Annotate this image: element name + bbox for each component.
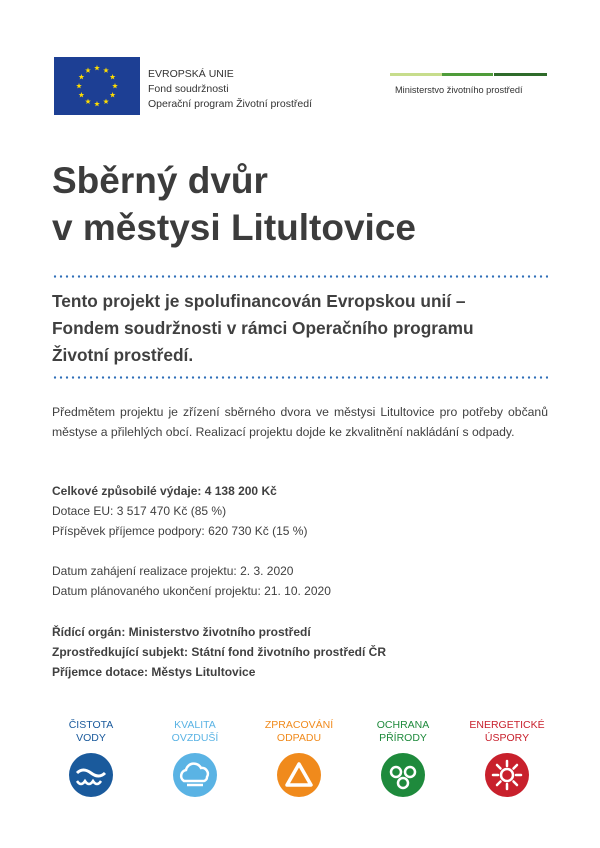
recipient-contribution: Příspěvek příjemce podpory: 620 730 Kč (15 %) <box>52 524 308 538</box>
finance-block <box>52 481 307 541</box>
ministry-bar-light <box>390 73 442 76</box>
eu-line-3: Operační program Životní prostředí <box>148 98 312 110</box>
ministry-logo-bars <box>390 73 547 76</box>
eu-star <box>94 101 100 106</box>
eu-grant: Dotace EU: 3 517 470 Kč (85 %) <box>52 504 227 518</box>
title-line-1: Sběrný dvůr <box>52 160 268 201</box>
icon-nature-protection <box>358 719 448 797</box>
eu-star <box>94 65 100 70</box>
ministry-name: Ministerstvo životního prostředí <box>395 85 523 96</box>
eu-star <box>110 74 116 79</box>
waste-icon <box>277 753 321 797</box>
eu-star <box>85 99 91 104</box>
icon-air-quality <box>150 719 240 797</box>
dotted-divider-top <box>52 275 548 278</box>
eu-star <box>85 67 91 72</box>
intermediary-body: Zprostředkující subjekt: Státní fond životního prostředí ČR <box>52 645 387 659</box>
ministry-bar-mid <box>442 73 493 76</box>
eu-star <box>103 67 109 72</box>
eu-star <box>79 92 85 97</box>
eu-star <box>110 92 116 97</box>
water-icon <box>69 753 113 797</box>
start-date: Datum zahájení realizace projektu: 2. 3. 2020 <box>52 564 294 578</box>
icon-label-2: PŘÍRODY <box>379 732 427 744</box>
eu-star <box>76 83 82 88</box>
icon-label-1: ENERGETICKÉ <box>469 719 545 731</box>
energy-icon <box>485 753 529 797</box>
air-icon <box>173 753 217 797</box>
eu-flag-icon <box>54 57 140 115</box>
icon-label-2: VODY <box>76 732 106 744</box>
ministry-bar-dark <box>494 73 547 76</box>
eu-program-text <box>148 67 312 112</box>
subtitle-line-2: Fondem soudržnosti v rámci Operačního programu <box>52 318 474 338</box>
subtitle-line-1: Tento projekt je spolufinancován Evropskou unií – <box>52 291 466 311</box>
icon-waste-processing <box>254 719 344 797</box>
icon-label-1: KVALITA <box>174 719 216 731</box>
icon-label-2: OVZDUŠÍ <box>171 732 219 744</box>
bodies-block <box>52 622 386 682</box>
eu-star <box>79 74 85 79</box>
icon-label-2: ODPADU <box>276 732 322 744</box>
icon-water-quality <box>46 719 136 797</box>
icon-label-1: OCHRANA <box>376 719 430 731</box>
eu-line-1: EVROPSKÁ UNIE <box>148 68 234 80</box>
nature-icon <box>381 753 425 797</box>
eu-line-2: Fond soudržnosti <box>148 83 229 95</box>
icon-energy-savings <box>462 719 552 797</box>
project-description: Předmětem projektu je zřízení sběrného dvora ve městysi Litultovice pro potřeby občanů městyse a přilehlých obcí. Realizací projektu dojde ke zkvalitnění nakládání s odpady. <box>52 405 548 439</box>
end-date: Datum plánovaného ukončení projektu: 21. 10. 2020 <box>52 584 331 598</box>
grant-recipient: Příjemce dotace: Městys Litultovice <box>52 665 256 679</box>
dates-block <box>52 561 331 601</box>
subtitle-line-3: Životní prostředí. <box>52 345 194 365</box>
eu-star <box>103 99 109 104</box>
governing-body: Řídící orgán: Ministerstvo životního prostředí <box>52 625 311 639</box>
icon-label-2: ÚSPORY <box>484 732 530 744</box>
dotted-divider-bottom <box>52 376 548 379</box>
icon-label-1: ZPRACOVÁNÍ <box>264 719 334 731</box>
eu-star <box>112 83 118 88</box>
cofinancing-statement <box>52 288 552 369</box>
icon-label-1: ČISTOTA <box>68 719 114 731</box>
title-line-2: v městysi Litultovice <box>52 207 416 248</box>
page-title <box>52 157 416 251</box>
total-costs: Celkové způsobilé výdaje: 4 138 200 Kč <box>52 484 277 498</box>
